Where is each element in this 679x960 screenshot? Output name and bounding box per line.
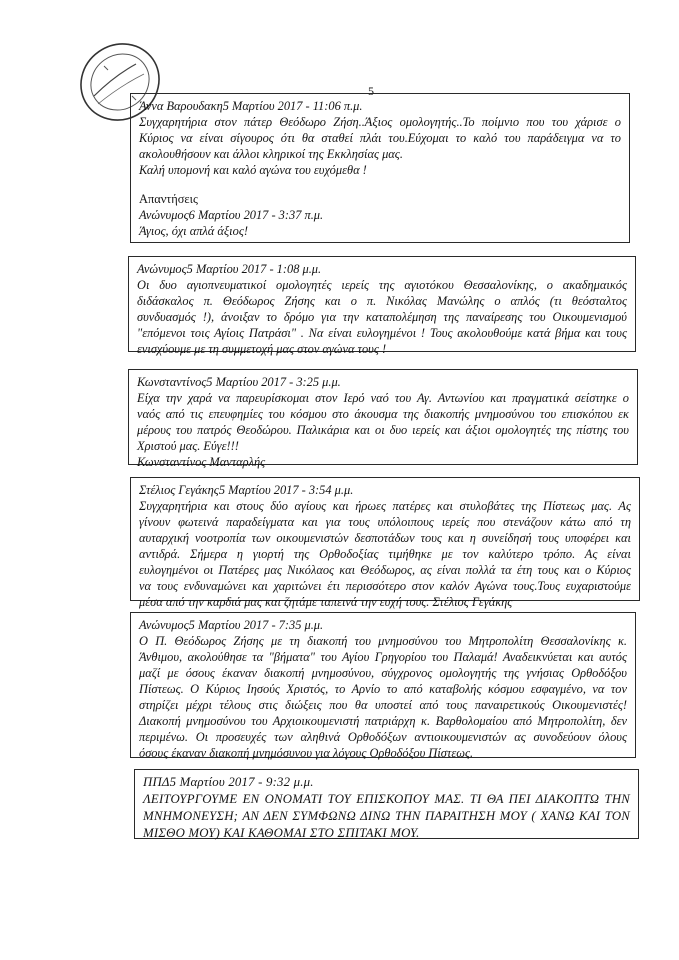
comment-header: Στέλιος Γεγάκης5 Μαρτίου 2017 - 3:54 μ.μ. bbox=[139, 483, 354, 497]
comment-signature: Κωνσταντίνος Μανταρλής bbox=[137, 455, 266, 469]
comment-line: ΛΕΙΤΟΥΡΓΟΥΜΕ ΕΝ ΟΝΟΜΑΤΙ ΤΟΥ ΕΠΙΣΚΟΠΟΥ ΜΑΣ. ΤΙ ΘΑ ΠΕΙ ΔΙΑΚΟΠΤΩ ΤΗΝ bbox=[143, 792, 630, 806]
comment-line: ενισχύουμε με τη συμμετοχή μας στον αγώνα τους ! bbox=[137, 342, 387, 356]
reply-header: Ανώνυμος6 Μαρτίου 2017 - 3:37 π.μ. bbox=[139, 208, 324, 222]
comment-box-5 bbox=[130, 612, 636, 758]
comment-header: ΠΠΔ5 Μαρτίου 2017 - 9:32 μ.μ. bbox=[143, 775, 314, 789]
comment-line: διδάσκαλος π. Θεόδωρος Ζήσης και ο π. Νικόλας Μανώλης ο απλός (τι θεόσταλτος bbox=[137, 294, 627, 308]
comment-box-1 bbox=[130, 93, 630, 243]
comment-line: Είχα την χαρά να παρευρίσκομαι στον Ιερό ναό του Αγ. Αντωνίου και πραγματικά σείστηκε ο bbox=[137, 391, 629, 405]
comment-line: ευλογημένοι οι Πατέρες μας Νικόλαος και Θεόδωρος, ας είναι πολλά τα έτη τους και ο Κύριος bbox=[139, 563, 631, 577]
comment-box-6 bbox=[134, 769, 639, 839]
reply-text: Άγιος, όχι απλά άξιος! bbox=[139, 224, 248, 238]
comment-line: Συγχαρητήρια και στους δύο αγίους και ήρωες πατέρες και στυλοβάτες της Πίστεως μας. Ας bbox=[139, 499, 631, 513]
comment-line: αντιδρά. Σήμερα η γιορτή της Ορθοδοξίας τιμήθηκε με τον καλύτερο τρόπο. Ας είναι bbox=[139, 547, 631, 561]
comment-box-3 bbox=[128, 369, 638, 469]
comment-line: αυταρχική νοοτροπία των οικουμενιστών δεσποτάδων τους και η συνείδησή τους υποφέρει και bbox=[139, 531, 631, 545]
replies-label: Απαντήσεις bbox=[139, 192, 198, 206]
comment-line: μέρους του πατρός Θεοδώρου. Παλικάρια και οι δυο ιερείς και άξιοι ομολογητές της πίστης του bbox=[137, 423, 629, 437]
comment-line: Άνθιμου, ακολούθησε τα "βήματα" του Αγίου Γρηγορίου του Παλαμά! Αναδεικνύεται και αυτός bbox=[139, 650, 627, 664]
comment-line: στηρίζει μέχρι τέλους στις διώξεις που θα υποστεί από τους παναιρετικούς Οικουμενιστές! bbox=[139, 698, 627, 712]
comment-line: Πίστεως. Ο Κύριος Ιησούς Χριστός, το Αρνίο το από καταβολής κόσμου εσφαγμένο, να τον bbox=[139, 682, 627, 696]
comment-line: μέσα από την καρδιά μας και ζητάμε ταπεινά την ευχή τους. Στέλιος Γεγάκης bbox=[139, 595, 513, 609]
comment-line: Οι δυο αγιοπνευματικοί ομολογητές ιερείς της αγιοτόκου Θεσσαλονίκης, ο ακαδημαικός bbox=[137, 278, 627, 292]
comment-header: Ανώνυμος5 Μαρτίου 2017 - 7:35 μ.μ. bbox=[139, 618, 324, 632]
comment-header: Κωνσταντίνος5 Μαρτίου 2017 - 3:25 μ.μ. bbox=[137, 375, 341, 389]
comment-header: Άννα Βαρουδακη5 Μαρτίου 2017 - 11:06 π.μ. bbox=[139, 99, 363, 113]
comment-line: Ο Π. Θεόδωρος Ζήσης με τη διακοπή του μνημοσύνου του Μητροπολίτη Θεσσαλονίκης κ. bbox=[139, 634, 627, 648]
comment-line: να τους ενδυναμώνει και χαριτώνει έτι περισσότερο στον καλόν Αγώνα τους.Τους ευχαριστούμε bbox=[139, 579, 631, 593]
comment-line: ναός από τις επευφημίες του κόσμου στο άκουσμα της διακοπής μνημοσύνου του επισκόπου εκ bbox=[137, 407, 629, 421]
comment-line: Χριστού μας. Εύγε!!! bbox=[137, 439, 239, 453]
comment-line: γίνουν φωτεινά παραδείγματα και για τους υπόλοιπους ιερείς που στενάζουν κάτω από τη bbox=[139, 515, 631, 529]
comment-line: Καλή υπομονή και καλό αγώνα του ευχόμεθα ! bbox=[139, 163, 367, 177]
page-number: 5 bbox=[368, 84, 374, 98]
comment-line: Κύριος να είναι σίγουρος ότι θα σταθεί πλάι του.Εύχομαι το καλό του παράδειγμα να το bbox=[139, 131, 621, 145]
comment-line: ακολουθήσουν και άλλοι κληρικοί της Εκκλησίας μας. bbox=[139, 147, 403, 161]
comment-line: συνδυασμός !), άνοιξαν το δρόμο για την καταπολέμηση της παναίρεσης του Οικουμενισμού bbox=[137, 310, 627, 324]
comment-line: ΜΙΣΘΟ ΜΟΥ) ΚΑΙ ΚΑΘΟΜΑΙ ΣΤΟ ΣΠΙΤΑΚΙ ΜΟΥ. bbox=[143, 826, 420, 840]
comment-line: "επόμενοι τοις Αγίοις Πατράσι" . Να είναι ευλογημένοι ! Τους ακολουθούμε κατά βήμα και τους bbox=[137, 326, 627, 340]
comment-box-2 bbox=[128, 256, 636, 356]
comment-line: μαζί με όσους έκαναν διακοπή μνημοσύνου, σύγχρονος ομολογητής της γνήσιας Ορθοδόξου bbox=[139, 666, 627, 680]
comment-line: Διακοπή μνημοσύνου του Αρχιοικουμενιστή πατριάρχη κ. Βαρθολομαίου από Μητροπολίτη, δεν bbox=[139, 714, 627, 728]
comment-line: ΜΝΗΜΟΝΕΥΣΗ; ΑΝ ΔΕΝ ΣΥΜΦΩΝΩ ΔΙΝΩ ΤΗΝ ΠΑΡΑΙΤΗΣΗ ΜΟΥ ( ΧΑΝΩ ΚΑΙ ΤΟΝ bbox=[143, 809, 630, 823]
comment-line: όσους έκαναν διακοπή μνημόσυνου για λόγους Ορθοδόξου Πίστεως. bbox=[139, 746, 474, 760]
comment-box-4 bbox=[130, 477, 640, 609]
comment-line: περιμένω. Οι προσευχές των αληθινά Ορθοδόξων αντιοικουμενιστών ας συνοδεύουν όλους bbox=[139, 730, 627, 744]
comment-line: Συγχαρητήρια στον πάτερ Θεόδωρο Ζήση..Άξιος ομολογητής..Το ποίμνιο που του χάρισε ο bbox=[139, 115, 621, 129]
comment-header: Ανώνυμος5 Μαρτίου 2017 - 1:08 μ.μ. bbox=[137, 262, 322, 276]
